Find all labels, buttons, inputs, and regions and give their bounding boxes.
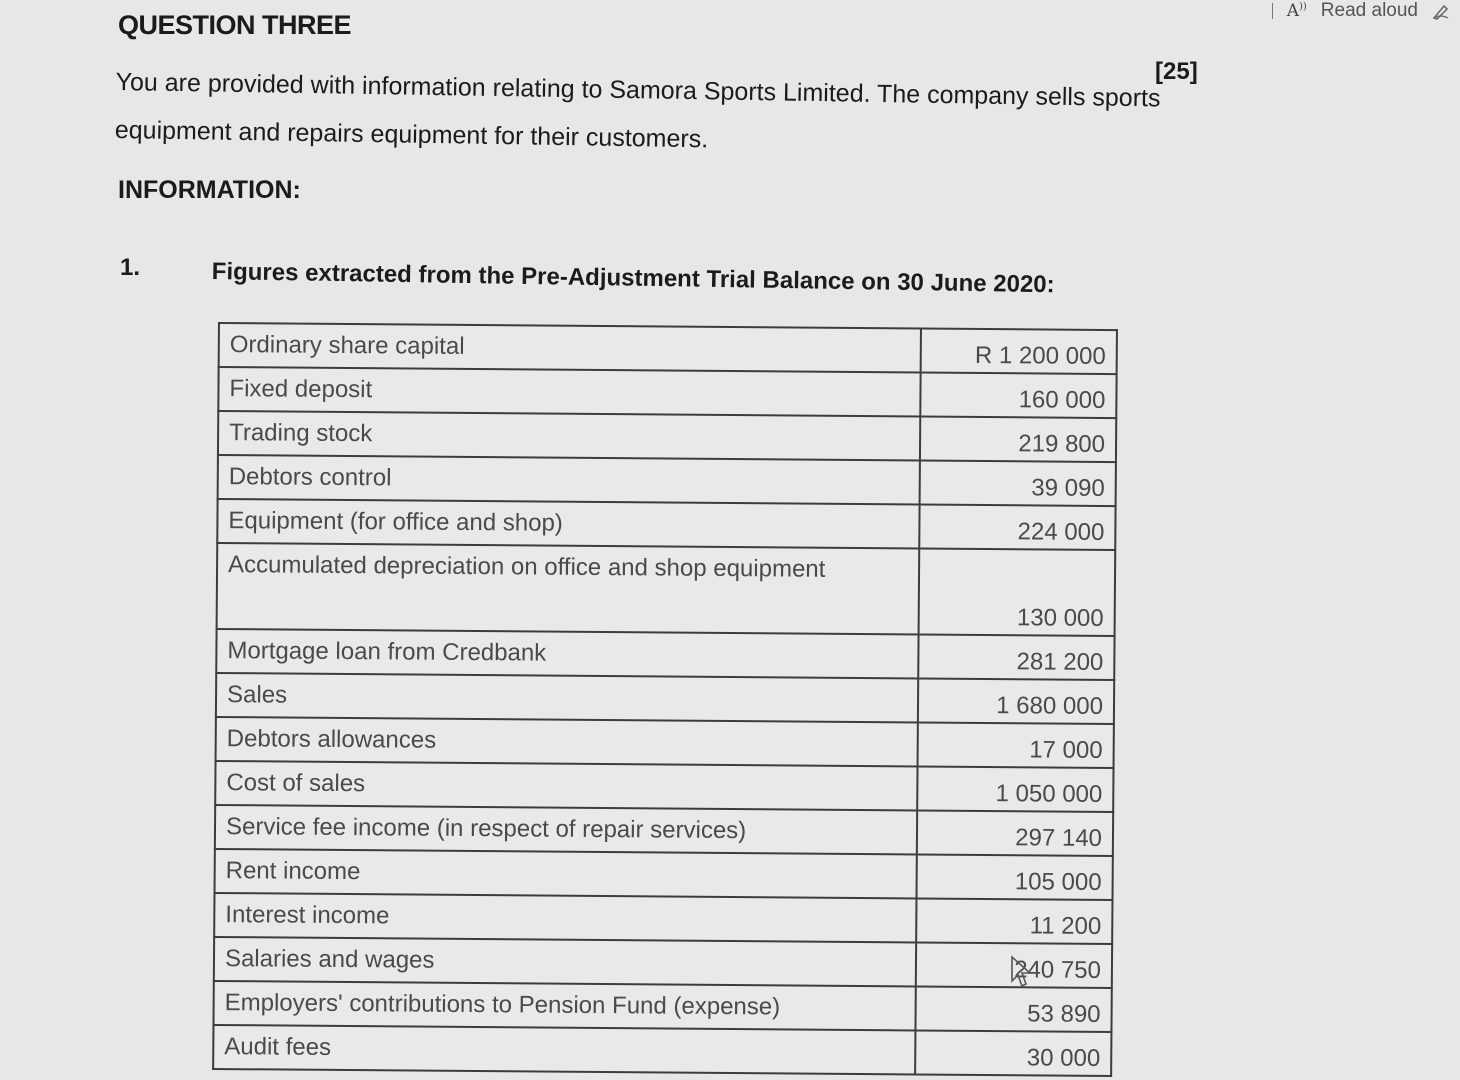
amount-cell: 219 800 — [920, 417, 1116, 463]
amount-cell: 39 090 — [920, 461, 1116, 507]
account-cell: Equipment (for office and shop) — [217, 499, 919, 549]
question-marks: [25] — [1155, 58, 1198, 85]
table-row — [215, 761, 1113, 812]
amount-cell: 160 000 — [920, 373, 1116, 419]
account-cell: Fixed deposit — [218, 367, 920, 417]
account-cell: Salaries and wages — [214, 937, 916, 987]
table-row — [214, 937, 1112, 988]
read-aloud-button[interactable]: Read aloud — [1320, 0, 1418, 21]
table-row — [218, 367, 1116, 418]
account-cell: Employers' contributions to Pension Fund (expense) — [213, 981, 915, 1031]
table-row — [215, 805, 1113, 856]
item-number: 1. — [120, 254, 141, 281]
amount-cell: 105 000 — [916, 855, 1112, 901]
trial-balance-table-wrapper — [212, 322, 1118, 1077]
table-row — [213, 1025, 1111, 1076]
information-heading: INFORMATION: — [118, 176, 301, 204]
item-heading: Figures extracted from the Pre-Adjustment Trial Balance on 30 June 2020: — [211, 258, 1055, 299]
amount-cell: 17 000 — [918, 723, 1114, 769]
amount-cell: 1 050 000 — [917, 767, 1113, 813]
account-cell: Trading stock — [218, 411, 920, 461]
reader-toolbar — [1120, 0, 1460, 22]
trial-balance-table — [212, 322, 1118, 1077]
account-cell: Rent income — [215, 849, 917, 899]
table-row — [217, 499, 1115, 550]
amount-cell: 240 750 — [916, 943, 1112, 989]
account-cell: Interest income — [214, 893, 916, 943]
table-row — [215, 849, 1113, 900]
mouse-cursor-icon — [1010, 955, 1032, 989]
account-cell: Cost of sales — [215, 761, 917, 811]
amount-cell: 11 200 — [916, 899, 1112, 945]
table-row — [216, 717, 1114, 768]
question-intro: You are provided with information relating to Samora Sports Limited. The company sells sports equipment and repairs equipment for their customers. — [114, 67, 1161, 154]
amount-cell: 224 000 — [919, 505, 1115, 551]
account-cell: Ordinary share capital — [219, 323, 921, 373]
amount-cell: 281 200 — [918, 635, 1114, 681]
table-row — [218, 455, 1116, 506]
draw-icon[interactable] — [1432, 2, 1450, 20]
table-row — [217, 543, 1116, 636]
amount-cell: 53 890 — [915, 987, 1111, 1033]
toolbar-separator — [1272, 3, 1273, 19]
account-cell: Debtors allowances — [216, 717, 918, 767]
amount-cell: 1 680 000 — [918, 679, 1114, 725]
table-row — [213, 981, 1111, 1032]
account-cell: Mortgage loan from Credbank — [216, 629, 918, 679]
amount-cell: 297 140 — [917, 811, 1113, 857]
table-row — [216, 673, 1114, 724]
account-cell: Debtors control — [218, 455, 920, 505]
account-cell: Service fee income (in respect of repair services) — [215, 805, 917, 855]
amount-cell: 30 000 — [915, 1030, 1111, 1076]
table-row — [214, 893, 1112, 944]
amount-cell: 130 000 — [919, 549, 1116, 637]
table-row — [216, 629, 1114, 680]
text-size-icon[interactable]: A)) — [1286, 1, 1307, 21]
table-row — [219, 323, 1117, 374]
table-row — [218, 411, 1116, 462]
account-cell: Accumulated depreciation on office and shop equipment — [217, 543, 920, 635]
account-cell: Sales — [216, 673, 918, 723]
account-cell: Audit fees — [213, 1025, 915, 1075]
question-title: QUESTION THREE — [118, 10, 352, 40]
amount-cell: R 1 200 000 — [921, 329, 1117, 375]
